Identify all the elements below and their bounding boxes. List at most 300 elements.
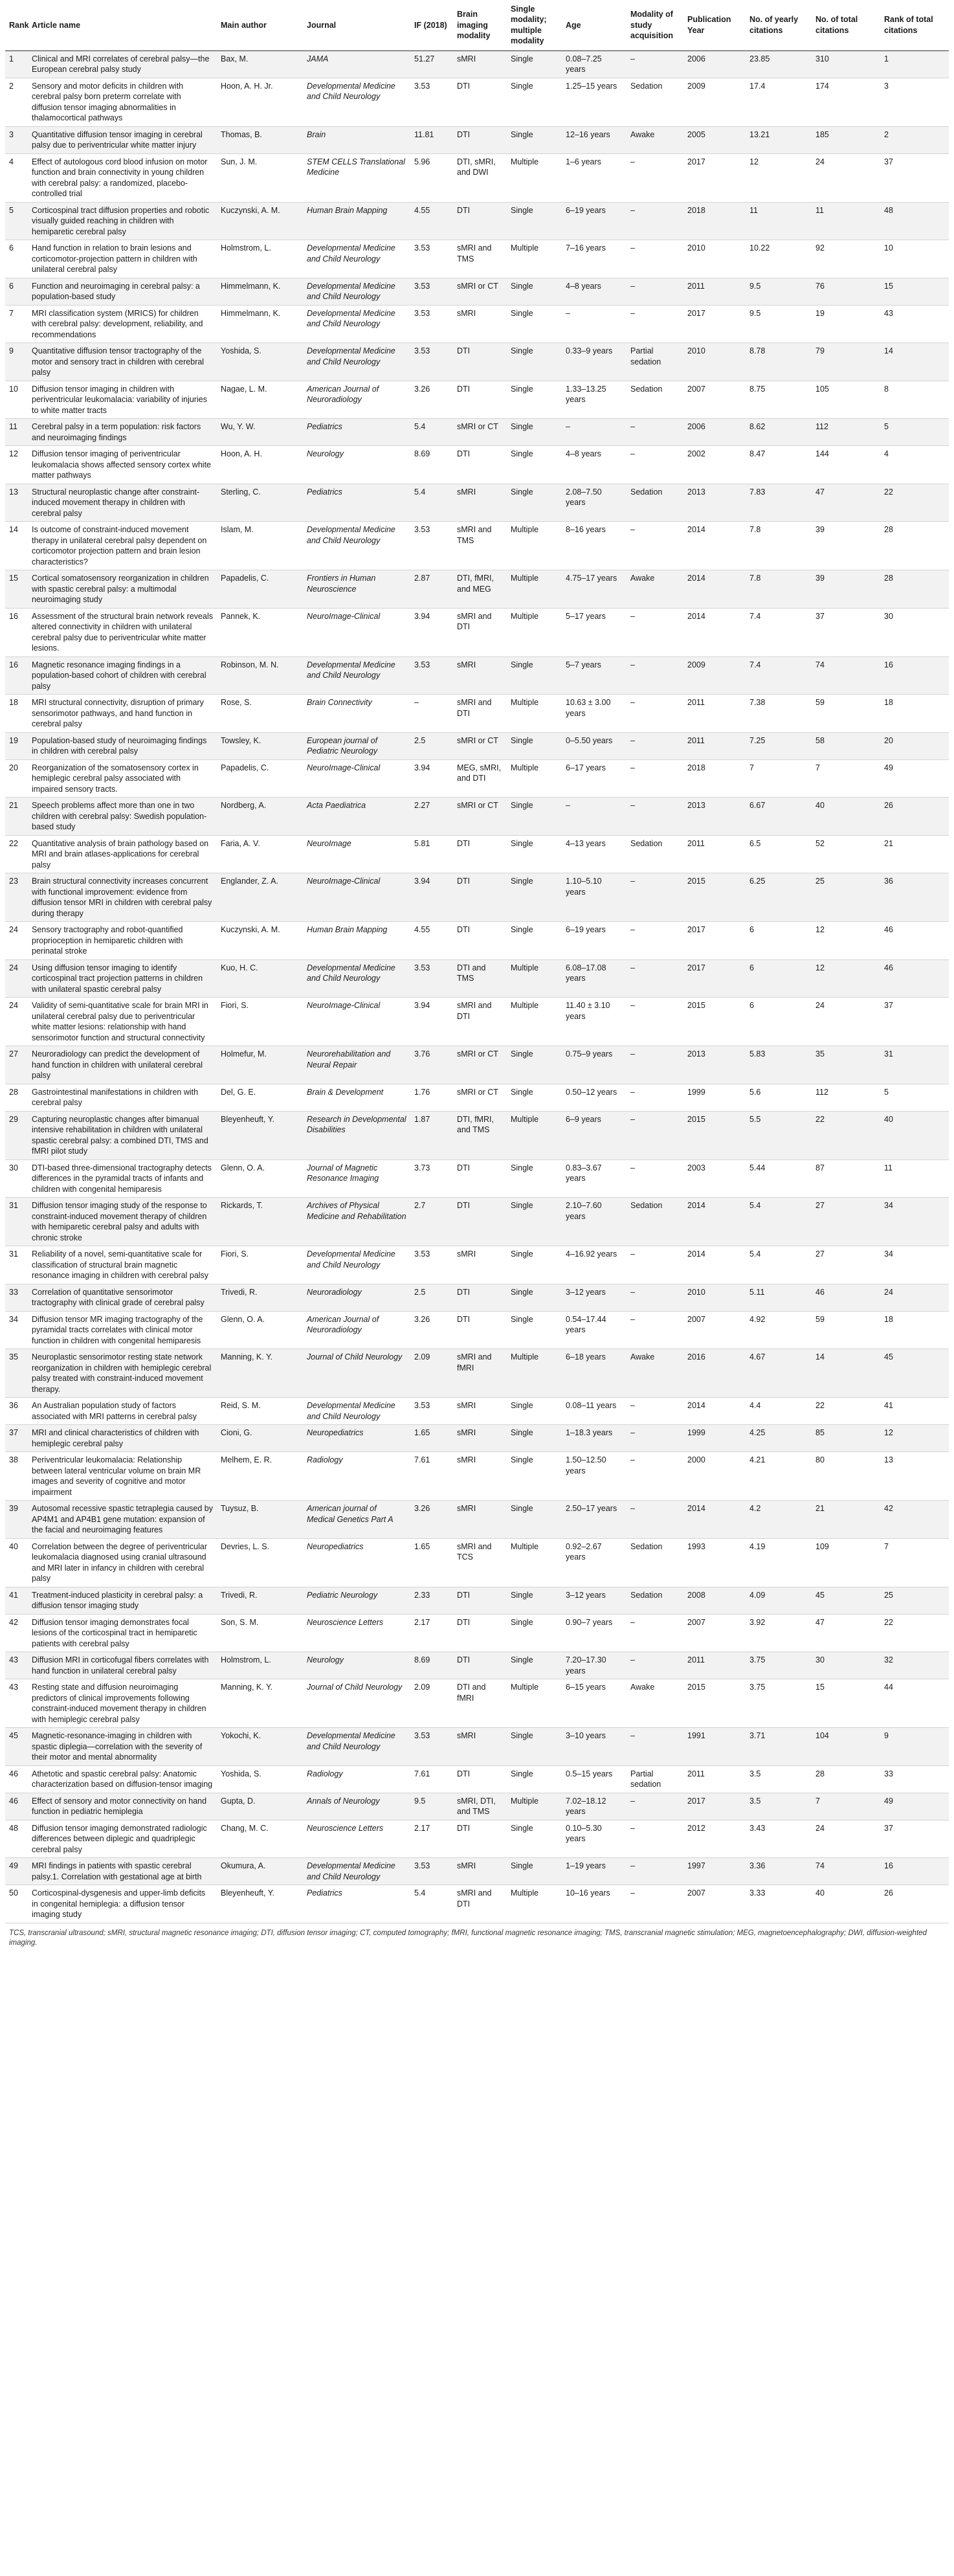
cell-impact-factor: 8.69 <box>410 446 453 484</box>
cell-acquisition: – <box>627 1614 683 1652</box>
table-row <box>5 1398 949 1425</box>
cell-main-author: Bleyenheuft, Y. <box>217 1111 303 1159</box>
cell-main-author: Faria, A. V. <box>217 835 303 873</box>
cell-age: 0.50–12 years <box>562 1084 627 1111</box>
cell-total-citations: 112 <box>812 1084 880 1111</box>
cell-total-citations: 185 <box>812 126 880 153</box>
cell-acquisition: – <box>627 240 683 278</box>
cell-imaging-modality: DTI <box>453 446 507 484</box>
cell-main-author: Okumura, A. <box>217 1858 303 1885</box>
cell-imaging-modality: DTI <box>453 835 507 873</box>
cell-acquisition: – <box>627 1246 683 1284</box>
cell-single-multiple: Multiple <box>507 608 562 656</box>
cell-yearly-citations: 6 <box>746 922 812 960</box>
cell-article-name: Diffusion tensor imaging in children with periventricular leukomalacia: variability of injuries to white matter tracts <box>28 381 217 419</box>
cell-single-multiple: Multiple <box>507 1538 562 1587</box>
cell-total-citations: 112 <box>812 419 880 446</box>
table-body <box>5 50 949 1923</box>
cell-article-name: Population-based study of neuroimaging findings in children with cerebral palsy <box>28 732 217 759</box>
cell-yearly-citations: 4.92 <box>746 1311 812 1349</box>
cell-total-citations: 80 <box>812 1452 880 1501</box>
cell-rank-total: 5 <box>880 419 949 446</box>
cell-single-multiple: Single <box>507 202 562 240</box>
cell-single-multiple: Single <box>507 126 562 153</box>
cell-rank: 22 <box>5 835 28 873</box>
cell-acquisition: – <box>627 1793 683 1820</box>
cell-total-citations: 12 <box>812 922 880 960</box>
cell-rank-total: 42 <box>880 1501 949 1539</box>
cell-journal: Human Brain Mapping <box>303 922 410 960</box>
cell-single-multiple: Multiple <box>507 1111 562 1159</box>
cell-yearly-citations: 3.75 <box>746 1679 812 1728</box>
cell-single-multiple: Single <box>507 1452 562 1501</box>
header-rank-total: Rank of total citations <box>880 0 949 50</box>
cell-article-name: Cortical somatosensory reorganization in children with spastic cerebral palsy: a multimodal neuroimaging study <box>28 570 217 609</box>
cell-acquisition: Sedation <box>627 1587 683 1614</box>
header-publication-year: Publication Year <box>683 0 746 50</box>
cell-article-name: Is outcome of constraint-induced movement therapy in unilateral cerebral palsy dependent on corticomotor projection pattern and brain lesion characteristics? <box>28 522 217 570</box>
table-row <box>5 126 949 153</box>
cell-acquisition: – <box>627 446 683 484</box>
cell-yearly-citations: 23.85 <box>746 50 812 78</box>
cell-age: 0.08–7.25 years <box>562 50 627 78</box>
cell-main-author: Son, S. M. <box>217 1614 303 1652</box>
cell-age: 3–12 years <box>562 1284 627 1311</box>
cell-publication-year: 2005 <box>683 126 746 153</box>
cell-single-multiple: Multiple <box>507 695 562 733</box>
cell-main-author: Glenn, O. A. <box>217 1159 303 1198</box>
cell-acquisition: Sedation <box>627 835 683 873</box>
cell-age: 6–15 years <box>562 1679 627 1728</box>
cell-article-name: Neuroplastic sensorimotor resting state network reorganization in children with hemiplegic cerebral palsy treated with constraint-induced movement therapy. <box>28 1349 217 1398</box>
cell-main-author: Kuczynski, A. M. <box>217 922 303 960</box>
cell-journal: Neuropediatrics <box>303 1538 410 1587</box>
table-footnote: TCS, transcranial ultrasound; sMRI, structural magnetic resonance imaging; DTI, diffusion tensor imaging; CT, computed tomography; fMRI, functional magnetic resonance imaging; TMS, transcranial magnetic stimulation; MEG, magnetoencephalography; DWI, diffusion-weighted imaging. <box>9 1929 927 1947</box>
cell-single-multiple: Multiple <box>507 1349 562 1398</box>
cell-age: 0.10–5.30 years <box>562 1820 627 1858</box>
cell-single-multiple: Single <box>507 484 562 522</box>
cell-total-citations: 35 <box>812 1046 880 1084</box>
cell-yearly-citations: 5.4 <box>746 1246 812 1284</box>
cell-single-multiple: Single <box>507 1084 562 1111</box>
cell-article-name: Diffusion tensor imaging demonstrated radiologic differences between diplegic and quadriplegic cerebral palsy <box>28 1820 217 1858</box>
cell-age: 5–7 years <box>562 656 627 695</box>
cell-article-name: Correlation of quantitative sensorimotor tractography with clinical grade of cerebral palsy <box>28 1284 217 1311</box>
cell-total-citations: 11 <box>812 202 880 240</box>
cell-total-citations: 12 <box>812 959 880 998</box>
cell-imaging-modality: sMRI or CT <box>453 278 507 305</box>
cell-acquisition: – <box>627 1885 683 1923</box>
cell-journal: Brain Connectivity <box>303 695 410 733</box>
cell-journal: Acta Paediatrica <box>303 798 410 836</box>
cell-publication-year: 2018 <box>683 759 746 798</box>
cell-impact-factor: 3.53 <box>410 522 453 570</box>
cell-imaging-modality: DTI and fMRI <box>453 1679 507 1728</box>
cell-single-multiple: Multiple <box>507 1793 562 1820</box>
cell-journal: American Journal of Neuroradiology <box>303 381 410 419</box>
cell-publication-year: 2014 <box>683 1398 746 1425</box>
cell-rank-total: 37 <box>880 153 949 202</box>
cell-single-multiple: Multiple <box>507 959 562 998</box>
cell-article-name: Periventricular leukomalacia: Relationship between lateral ventricular volume on brain MR images and severity of cognitive and motor impairment <box>28 1452 217 1501</box>
cell-yearly-citations: 7.8 <box>746 522 812 570</box>
cell-journal: Human Brain Mapping <box>303 202 410 240</box>
cell-rank-total: 45 <box>880 1349 949 1398</box>
cell-main-author: Melhem, E. R. <box>217 1452 303 1501</box>
cell-main-author: Hoon, A. H. <box>217 446 303 484</box>
cell-rank: 2 <box>5 78 28 126</box>
cell-rank: 6 <box>5 240 28 278</box>
cell-yearly-citations: 11 <box>746 202 812 240</box>
cell-age: 5–17 years <box>562 608 627 656</box>
cell-age: 6.08–17.08 years <box>562 959 627 998</box>
cell-rank: 24 <box>5 998 28 1046</box>
cell-rank: 13 <box>5 484 28 522</box>
cell-imaging-modality: sMRI, DTI, and TMS <box>453 1793 507 1820</box>
cell-acquisition: – <box>627 608 683 656</box>
cell-total-citations: 19 <box>812 305 880 343</box>
header-imaging-modality: Brain imaging modality <box>453 0 507 50</box>
cell-total-citations: 14 <box>812 1349 880 1398</box>
cell-rank: 7 <box>5 305 28 343</box>
cell-single-multiple: Multiple <box>507 522 562 570</box>
cell-main-author: Papadelis, C. <box>217 759 303 798</box>
cell-yearly-citations: 5.5 <box>746 1111 812 1159</box>
cell-yearly-citations: 9.5 <box>746 305 812 343</box>
cell-impact-factor: 2.17 <box>410 1614 453 1652</box>
cell-single-multiple: Single <box>507 1501 562 1539</box>
cell-imaging-modality: sMRI and fMRI <box>453 1349 507 1398</box>
cell-rank: 46 <box>5 1765 28 1793</box>
cell-age: 1.33–13.25 years <box>562 381 627 419</box>
cell-article-name: Diffusion tensor imaging demonstrates focal lesions of the corticospinal tract in hemiparetic patients with cerebral palsy <box>28 1614 217 1652</box>
cell-article-name: MRI findings in patients with spastic cerebral palsy.1. Correlation with gestational age at birth <box>28 1858 217 1885</box>
cell-total-citations: 24 <box>812 153 880 202</box>
cell-article-name: Quantitative diffusion tensor tractography of the motor and sensory tract in children with cerebral palsy <box>28 343 217 381</box>
cell-publication-year: 2006 <box>683 419 746 446</box>
cell-total-citations: 59 <box>812 695 880 733</box>
cell-article-name: Diffusion MRI in corticofugal fibers correlates with hand function in unilateral cerebral palsy <box>28 1652 217 1679</box>
cell-single-multiple: Single <box>507 1311 562 1349</box>
cell-rank-total: 49 <box>880 759 949 798</box>
cell-article-name: Function and neuroimaging in cerebral palsy: a population-based study <box>28 278 217 305</box>
cell-main-author: Kuczynski, A. M. <box>217 202 303 240</box>
cell-single-multiple: Single <box>507 1246 562 1284</box>
cell-main-author: Rickards, T. <box>217 1198 303 1246</box>
cell-publication-year: 2003 <box>683 1159 746 1198</box>
cell-acquisition: – <box>627 419 683 446</box>
cell-publication-year: 2007 <box>683 1885 746 1923</box>
cell-impact-factor: 3.76 <box>410 1046 453 1084</box>
cell-journal: Developmental Medicine and Child Neurology <box>303 1398 410 1425</box>
cell-yearly-citations: 7.8 <box>746 570 812 609</box>
cell-age: 1.25–15 years <box>562 78 627 126</box>
cell-single-multiple: Single <box>507 381 562 419</box>
cell-acquisition: – <box>627 202 683 240</box>
cell-publication-year: 2007 <box>683 381 746 419</box>
cell-publication-year: 2000 <box>683 1452 746 1501</box>
header-total-citations: No. of total citations <box>812 0 880 50</box>
cell-rank: 50 <box>5 1885 28 1923</box>
cell-yearly-citations: 6 <box>746 959 812 998</box>
cell-age: 6–19 years <box>562 202 627 240</box>
cell-impact-factor: 3.53 <box>410 1398 453 1425</box>
cell-yearly-citations: 13.21 <box>746 126 812 153</box>
cell-publication-year: 2014 <box>683 522 746 570</box>
table-row <box>5 50 949 78</box>
cell-total-citations: 24 <box>812 1820 880 1858</box>
cell-age: 4–16.92 years <box>562 1246 627 1284</box>
cell-rank-total: 26 <box>880 1885 949 1923</box>
cell-main-author: Rose, S. <box>217 695 303 733</box>
cell-rank-total: 10 <box>880 240 949 278</box>
cell-impact-factor: 1.65 <box>410 1425 453 1452</box>
cell-rank-total: 14 <box>880 343 949 381</box>
cell-article-name: Autosomal recessive spastic tetraplegia caused by AP4M1 and AP4B1 gene mutation: expansion of the facial and neuroimaging features <box>28 1501 217 1539</box>
cell-rank-total: 12 <box>880 1425 949 1452</box>
cell-imaging-modality: sMRI <box>453 1728 507 1766</box>
cell-imaging-modality: DTI and TMS <box>453 959 507 998</box>
table-row <box>5 695 949 733</box>
cell-journal: Developmental Medicine and Child Neurology <box>303 522 410 570</box>
table-row <box>5 1614 949 1652</box>
cell-acquisition: – <box>627 1728 683 1766</box>
cell-imaging-modality: DTI <box>453 1614 507 1652</box>
cell-single-multiple: Single <box>507 1652 562 1679</box>
cell-yearly-citations: 5.6 <box>746 1084 812 1111</box>
cell-imaging-modality: DTI, fMRI, and TMS <box>453 1111 507 1159</box>
cell-single-multiple: Multiple <box>507 1679 562 1728</box>
cell-impact-factor: 3.53 <box>410 656 453 695</box>
cell-rank-total: 30 <box>880 608 949 656</box>
cell-total-citations: 74 <box>812 1858 880 1885</box>
cell-publication-year: 2017 <box>683 922 746 960</box>
cell-main-author: Del, G. E. <box>217 1084 303 1111</box>
cell-rank-total: 31 <box>880 1046 949 1084</box>
cell-imaging-modality: sMRI <box>453 656 507 695</box>
cell-yearly-citations: 3.33 <box>746 1885 812 1923</box>
cell-total-citations: 85 <box>812 1425 880 1452</box>
table-row <box>5 1858 949 1885</box>
cell-main-author: Yokochi, K. <box>217 1728 303 1766</box>
cell-impact-factor: 2.33 <box>410 1587 453 1614</box>
cell-total-citations: 27 <box>812 1246 880 1284</box>
cell-imaging-modality: sMRI <box>453 1246 507 1284</box>
cell-age: 6–9 years <box>562 1111 627 1159</box>
cell-yearly-citations: 4.2 <box>746 1501 812 1539</box>
cell-main-author: Holmstrom, L. <box>217 240 303 278</box>
cell-publication-year: 2011 <box>683 695 746 733</box>
cell-yearly-citations: 8.78 <box>746 343 812 381</box>
cell-publication-year: 2014 <box>683 1246 746 1284</box>
cell-yearly-citations: 4.4 <box>746 1398 812 1425</box>
cell-journal: Developmental Medicine and Child Neurology <box>303 78 410 126</box>
cell-impact-factor: 2.09 <box>410 1679 453 1728</box>
cell-journal: Developmental Medicine and Child Neurology <box>303 278 410 305</box>
cell-journal: Radiology <box>303 1452 410 1501</box>
cell-main-author: Chang, M. C. <box>217 1820 303 1858</box>
cell-imaging-modality: DTI, sMRI, and DWI <box>453 153 507 202</box>
cell-total-citations: 310 <box>812 50 880 78</box>
table-row <box>5 1728 949 1766</box>
cell-imaging-modality: sMRI or CT <box>453 419 507 446</box>
cell-rank: 1 <box>5 50 28 78</box>
cell-rank-total: 5 <box>880 1084 949 1111</box>
cell-rank-total: 15 <box>880 278 949 305</box>
cell-rank: 36 <box>5 1398 28 1425</box>
cell-publication-year: 2016 <box>683 1349 746 1398</box>
cell-acquisition: – <box>627 1111 683 1159</box>
table-row <box>5 1587 949 1614</box>
cell-main-author: Thomas, B. <box>217 126 303 153</box>
cell-acquisition: Sedation <box>627 1198 683 1246</box>
cell-total-citations: 74 <box>812 656 880 695</box>
cell-rank-total: 21 <box>880 835 949 873</box>
cell-article-name: MRI and clinical characteristics of children with hemiplegic cerebral palsy <box>28 1425 217 1452</box>
cell-age: 0.83–3.67 years <box>562 1159 627 1198</box>
cell-journal: Pediatrics <box>303 419 410 446</box>
cell-publication-year: 1999 <box>683 1425 746 1452</box>
cell-yearly-citations: 8.62 <box>746 419 812 446</box>
cell-journal: Neurology <box>303 446 410 484</box>
cell-rank-total: 3 <box>880 78 949 126</box>
cell-single-multiple: Multiple <box>507 153 562 202</box>
cell-imaging-modality: DTI <box>453 1311 507 1349</box>
cell-rank-total: 28 <box>880 522 949 570</box>
cell-rank-total: 2 <box>880 126 949 153</box>
cell-yearly-citations: 7.83 <box>746 484 812 522</box>
table-row <box>5 835 949 873</box>
cell-main-author: Cioni, G. <box>217 1425 303 1452</box>
cell-rank: 10 <box>5 381 28 419</box>
cell-journal: European journal of Pediatric Neurology <box>303 732 410 759</box>
cell-article-name: Treatment-induced plasticity in cerebral palsy: a diffusion tensor imaging study <box>28 1587 217 1614</box>
cell-rank-total: 26 <box>880 798 949 836</box>
table-row <box>5 1349 949 1398</box>
cell-age: 0.5–15 years <box>562 1765 627 1793</box>
cell-rank-total: 22 <box>880 1614 949 1652</box>
cell-impact-factor: 4.55 <box>410 202 453 240</box>
cell-impact-factor: 3.94 <box>410 998 453 1046</box>
cell-main-author: Holmefur, M. <box>217 1046 303 1084</box>
cell-rank-total: 48 <box>880 202 949 240</box>
cell-imaging-modality: sMRI or CT <box>453 798 507 836</box>
cell-publication-year: 2015 <box>683 998 746 1046</box>
cell-single-multiple: Single <box>507 1765 562 1793</box>
cell-yearly-citations: 3.43 <box>746 1820 812 1858</box>
cell-journal: Annals of Neurology <box>303 1793 410 1820</box>
cell-total-citations: 15 <box>812 1679 880 1728</box>
cell-rank-total: 37 <box>880 1820 949 1858</box>
cell-impact-factor: 2.27 <box>410 798 453 836</box>
cell-main-author: Bax, M. <box>217 50 303 78</box>
cell-yearly-citations: 10.22 <box>746 240 812 278</box>
cell-imaging-modality: DTI <box>453 1652 507 1679</box>
cell-single-multiple: Single <box>507 305 562 343</box>
table-row <box>5 798 949 836</box>
cell-imaging-modality: DTI <box>453 126 507 153</box>
cell-rank-total: 41 <box>880 1398 949 1425</box>
cell-main-author: Sterling, C. <box>217 484 303 522</box>
cell-journal: Pediatrics <box>303 1885 410 1923</box>
cell-impact-factor: 2.17 <box>410 1820 453 1858</box>
table-row <box>5 1501 949 1539</box>
cell-publication-year: 2013 <box>683 798 746 836</box>
cell-rank: 30 <box>5 1159 28 1198</box>
cell-article-name: Sensory tractography and robot-quantified proprioception in hemiparetic children with perinatal stroke <box>28 922 217 960</box>
cell-publication-year: 2007 <box>683 1311 746 1349</box>
cell-single-multiple: Single <box>507 1198 562 1246</box>
cell-age: 8–16 years <box>562 522 627 570</box>
cell-article-name: MRI structural connectivity, disruption of primary sensorimotor pathways, and hand function in cerebral palsy <box>28 695 217 733</box>
cell-journal: Neuroscience Letters <box>303 1820 410 1858</box>
cell-article-name: Corticospinal-dysgenesis and upper-limb deficits in congenital hemiplegia: a diffusion tensor imaging study <box>28 1885 217 1923</box>
cell-yearly-citations: 5.83 <box>746 1046 812 1084</box>
cell-yearly-citations: 4.19 <box>746 1538 812 1587</box>
cell-publication-year: 2015 <box>683 1111 746 1159</box>
cell-journal: Pediatrics <box>303 484 410 522</box>
cell-yearly-citations: 7.4 <box>746 608 812 656</box>
cell-acquisition: – <box>627 1425 683 1452</box>
cell-rank-total: 32 <box>880 1652 949 1679</box>
cell-impact-factor: 1.65 <box>410 1538 453 1587</box>
cell-single-multiple: Single <box>507 1159 562 1198</box>
cell-article-name: Resting state and diffusion neuroimaging predictors of clinical improvements following constraint-induced movement therapy in children with hemiplegic cerebral palsy <box>28 1679 217 1728</box>
cell-article-name: Assessment of the structural brain network reveals altered connectivity in children with unilateral cerebral palsy due to periventricular white matter lesions. <box>28 608 217 656</box>
cell-journal: Developmental Medicine and Child Neurology <box>303 305 410 343</box>
cell-rank-total: 40 <box>880 1111 949 1159</box>
cell-journal: Developmental Medicine and Child Neurology <box>303 1858 410 1885</box>
cell-rank: 41 <box>5 1587 28 1614</box>
cell-rank-total: 18 <box>880 1311 949 1349</box>
cell-rank: 42 <box>5 1614 28 1652</box>
cell-rank: 33 <box>5 1284 28 1311</box>
cell-article-name: Gastrointestinal manifestations in children with cerebral palsy <box>28 1084 217 1111</box>
cell-rank-total: 36 <box>880 873 949 922</box>
cell-yearly-citations: 3.5 <box>746 1765 812 1793</box>
cell-age: 4–13 years <box>562 835 627 873</box>
cell-acquisition: Sedation <box>627 1538 683 1587</box>
cell-imaging-modality: DTI <box>453 202 507 240</box>
cell-acquisition: – <box>627 759 683 798</box>
cell-journal: Pediatric Neurology <box>303 1587 410 1614</box>
cell-article-name: Diffusion tensor MR imaging tractography of the pyramidal tracts correlates with clinical motor function in children with congenital hemiparesis <box>28 1311 217 1349</box>
cell-imaging-modality: DTI <box>453 343 507 381</box>
cell-publication-year: 2002 <box>683 446 746 484</box>
cell-impact-factor: 5.96 <box>410 153 453 202</box>
cell-impact-factor: 2.5 <box>410 1284 453 1311</box>
cell-rank-total: 4 <box>880 446 949 484</box>
cell-single-multiple: Single <box>507 732 562 759</box>
cell-rank-total: 46 <box>880 922 949 960</box>
cell-rank: 3 <box>5 126 28 153</box>
cell-journal: Research in Developmental Disabilities <box>303 1111 410 1159</box>
table-row <box>5 381 949 419</box>
cell-rank: 27 <box>5 1046 28 1084</box>
cell-journal: Neuropediatrics <box>303 1425 410 1452</box>
cell-rank: 38 <box>5 1452 28 1501</box>
cell-rank: 39 <box>5 1501 28 1539</box>
cell-publication-year: 2011 <box>683 1765 746 1793</box>
cell-age: 4–8 years <box>562 446 627 484</box>
cell-rank: 15 <box>5 570 28 609</box>
cell-article-name: Capturing neuroplastic changes after bimanual intensive rehabilitation in children with unilateral spastic cerebral palsy: a combined DTI, TMS and fMRI pilot study <box>28 1111 217 1159</box>
cell-imaging-modality: sMRI and DTI <box>453 695 507 733</box>
cell-publication-year: 2009 <box>683 656 746 695</box>
cell-rank-total: 20 <box>880 732 949 759</box>
table-row <box>5 78 949 126</box>
cell-rank-total: 18 <box>880 695 949 733</box>
